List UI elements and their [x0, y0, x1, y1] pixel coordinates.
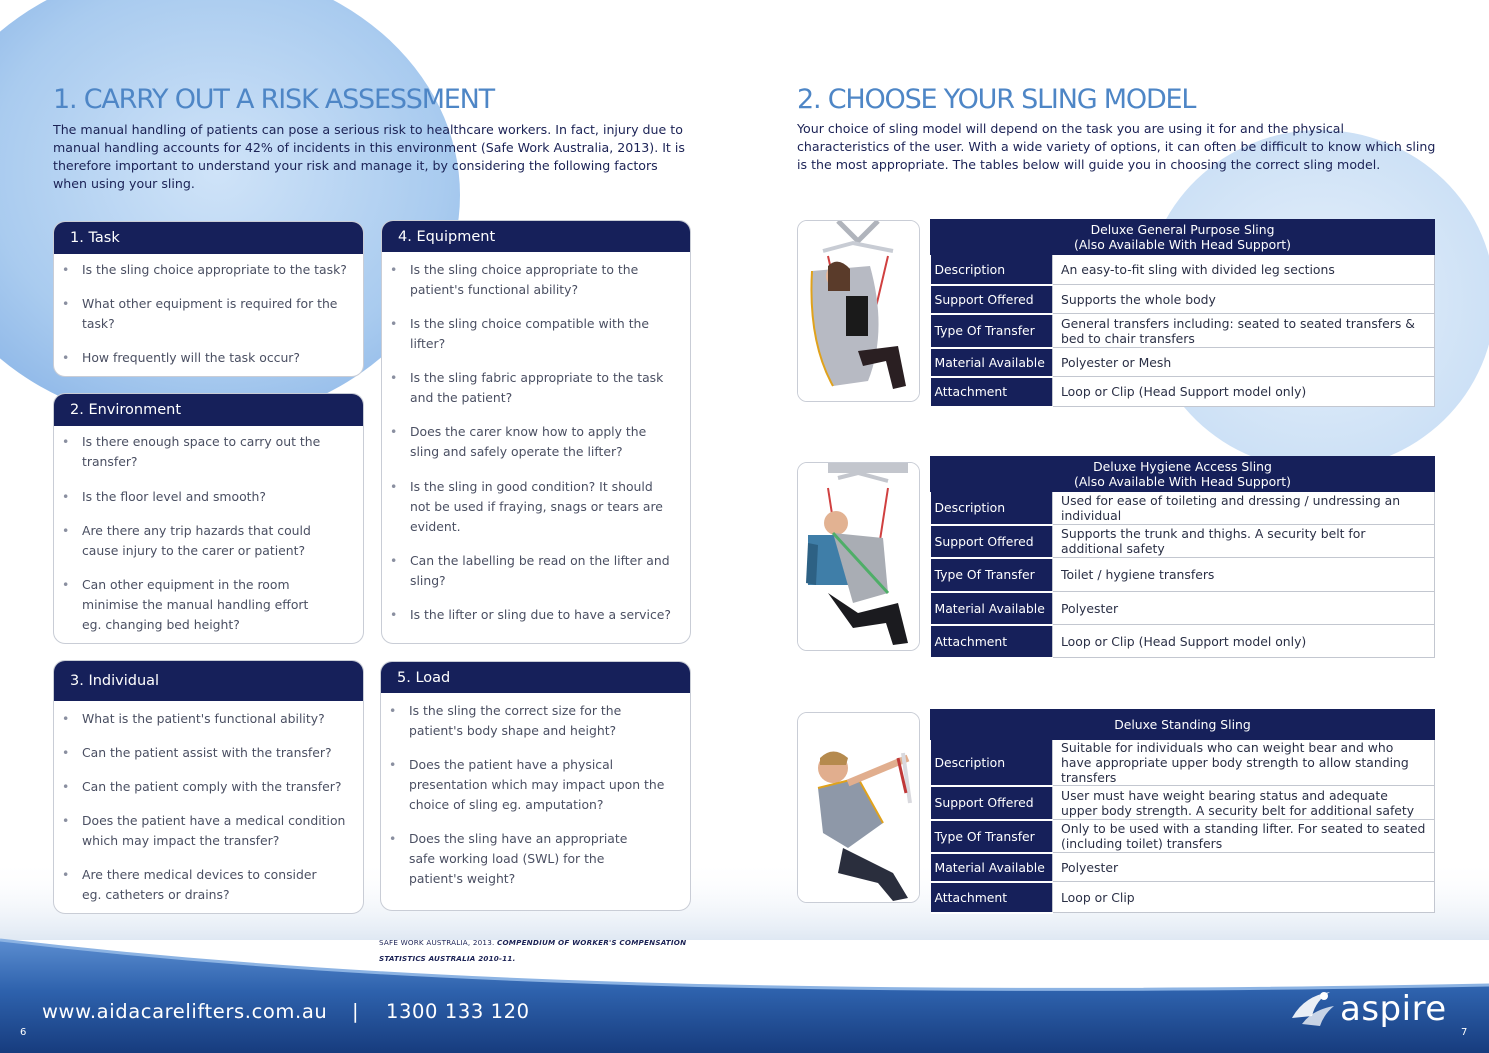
sling-photo-hygiene-access	[797, 462, 920, 651]
card-environment	[53, 393, 364, 644]
card-task-title: 1. Task	[54, 222, 363, 254]
website-link[interactable]: www.aidacarelifters.com.au	[42, 1000, 328, 1023]
list-item: • Can the patient comply with the transfer?	[82, 777, 351, 797]
row-value: Used for ease of toileting and dressing / undressing an individual	[1053, 492, 1435, 525]
row-label: Attachment	[931, 625, 1053, 658]
footnote-source: SAFE WORK AUSTRALIA, 2013.	[379, 938, 495, 947]
sling-table-standing	[930, 709, 1435, 914]
card-environment-title: 2. Environment	[54, 394, 363, 426]
footer-separator: |	[352, 1000, 360, 1023]
sling-name: Deluxe Hygiene Access Sling	[1093, 459, 1272, 474]
list-item: • Is the sling fabric appropriate to the task and the patient?	[410, 368, 672, 408]
table-header-row	[931, 710, 1435, 740]
table-row	[931, 525, 1435, 558]
table-row	[931, 255, 1435, 285]
row-label: Type Of Transfer	[931, 314, 1053, 348]
table-row	[931, 882, 1435, 913]
table-row	[931, 853, 1435, 882]
risk-assessment-intro: The manual handling of patients can pose a serious risk to healthcare workers. In fact, injury due to manual handling accounts for 42% of incidents in this environment (Safe Work Australia, 2013). It is therefore important to understand your risk and manage it, by considering the following factors when using your sling.	[53, 122, 685, 191]
row-value: Loop or Clip	[1053, 882, 1435, 913]
table-header-row	[931, 457, 1435, 492]
sling-photo-standing	[797, 712, 920, 903]
row-label: Attachment	[931, 882, 1053, 913]
table-row	[931, 348, 1435, 377]
list-item: • Is the sling choice appropriate to the patient's functional ability?	[410, 260, 672, 300]
table-row	[931, 558, 1435, 592]
row-label: Support Offered	[931, 786, 1053, 820]
card-equipment-title: 4. Equipment	[382, 221, 690, 252]
card-equipment-list	[382, 252, 690, 625]
list-item: • Is the sling the correct size for the patient's body shape and height?	[409, 701, 676, 741]
row-value: Polyester or Mesh	[1053, 348, 1435, 377]
list-item: • Does the patient have a medical condition which may impact the transfer?	[82, 811, 351, 851]
row-value: Supports the trunk and thighs. A security belt for additional safety	[1053, 525, 1435, 558]
row-value: Only to be used with a standing lifter. For seated to seated (including toilet) transfers	[1053, 820, 1435, 853]
row-value: An easy-to-fit sling with divided leg sections	[1053, 255, 1435, 285]
list-item: • Is the sling in good condition? It should not be used if fraying, snags or tears are evident.	[410, 477, 672, 537]
list-item: • Is there enough space to carry out the transfer?	[82, 432, 351, 472]
row-value: Suitable for individuals who can weight bear and who have appropriate upper body strength to allow standing transfers	[1053, 740, 1435, 786]
card-individual-list	[54, 701, 363, 905]
row-label: Attachment	[931, 377, 1053, 407]
row-value: Loop or Clip (Head Support model only)	[1053, 377, 1435, 407]
table-header-row	[931, 220, 1435, 255]
row-label: Material Available	[931, 348, 1053, 377]
row-value: Polyester	[1053, 853, 1435, 882]
card-load-list	[381, 693, 690, 889]
row-label: Description	[931, 255, 1053, 285]
table-row	[931, 314, 1435, 348]
risk-assessment-title: 1. CARRY OUT A RISK ASSESSMENT	[53, 84, 494, 115]
row-label: Support Offered	[931, 285, 1053, 314]
table-row	[931, 377, 1435, 407]
sling-photo-general-purpose	[797, 220, 920, 402]
footnote	[379, 935, 699, 967]
list-item: • Are there medical devices to consider eg. catheters or drains?	[82, 865, 351, 905]
sling-name: Deluxe General Purpose Sling	[1090, 222, 1275, 237]
card-individual-title: 3. Individual	[54, 661, 363, 701]
row-value: Toilet / hygiene transfers	[1053, 558, 1435, 592]
sling-table-hygiene-access	[930, 456, 1435, 659]
table-row	[931, 820, 1435, 853]
table-header	[931, 710, 1435, 740]
sling-table-general-purpose	[930, 219, 1435, 408]
row-label: Support Offered	[931, 525, 1053, 558]
row-label: Description	[931, 740, 1053, 786]
row-value: Polyester	[1053, 592, 1435, 625]
card-task-list	[54, 254, 363, 368]
row-value: Loop or Clip (Head Support model only)	[1053, 625, 1435, 658]
list-item: • What other equipment is required for the task?	[82, 294, 351, 334]
list-item: • Does the sling have an appropriate safe working load (SWL) for the patient's weight?	[409, 829, 676, 889]
list-item: • Is the sling choice compatible with the lifter?	[410, 314, 672, 354]
page-number-left: 6	[20, 1027, 27, 1038]
card-equipment	[381, 220, 691, 644]
aspire-logo-text: aspire	[1340, 989, 1447, 1029]
table-row	[931, 592, 1435, 625]
sling-subtitle: (Also Available With Head Support)	[1074, 474, 1291, 489]
list-item: • Does the carer know how to apply the sling and safely operate the lifter?	[410, 422, 672, 462]
list-item: • Is the floor level and smooth?	[82, 487, 351, 507]
row-label: Description	[931, 492, 1053, 525]
card-task	[53, 221, 364, 377]
list-item: • Does the patient have a physical presentation which may impact upon the choice of sling eg. amputation?	[409, 755, 676, 815]
row-label: Type Of Transfer	[931, 820, 1053, 853]
aspire-logo-icon	[1290, 988, 1336, 1030]
sling-model-title: 2. CHOOSE YOUR SLING MODEL	[797, 84, 1196, 115]
patient-in-general-sling-image	[798, 221, 920, 402]
page-number-right: 7	[1461, 1027, 1468, 1038]
card-load	[380, 661, 691, 911]
list-item: • Is the lifter or sling due to have a service?	[410, 605, 672, 625]
row-label: Material Available	[931, 853, 1053, 882]
phone-number[interactable]: 1300 133 120	[386, 1000, 530, 1023]
table-row	[931, 740, 1435, 786]
list-item: • What is the patient's functional ability?	[82, 709, 351, 729]
aspire-logo	[1290, 988, 1447, 1030]
list-item: • Are there any trip hazards that could cause injury to the carer or patient?	[82, 521, 351, 561]
row-value: User must have weight bearing status and adequate upper body strength. A security belt for additional safety	[1053, 786, 1435, 820]
sling-model-intro: Your choice of sling model will depend on the task you are using it for and the physical characteristics of the user. With a wide variety of options, it can often be difficult to know which sling is the most appropriate. The tables below will guide you in choosing the correct sling model.	[797, 121, 1436, 172]
card-environment-list	[54, 426, 363, 635]
table-header	[931, 457, 1435, 492]
patient-in-hygiene-sling-image	[798, 463, 920, 651]
table-row	[931, 492, 1435, 525]
sling-subtitle: (Also Available With Head Support)	[1074, 237, 1291, 252]
table-row	[931, 786, 1435, 820]
table-row	[931, 285, 1435, 314]
table-header	[931, 220, 1435, 255]
card-load-title: 5. Load	[381, 662, 690, 693]
row-value: General transfers including: seated to seated transfers & bed to chair transfers	[1053, 314, 1435, 348]
row-label: Type Of Transfer	[931, 558, 1053, 592]
row-value: Supports the whole body	[1053, 285, 1435, 314]
list-item: • Can other equipment in the room minimise the manual handling effort eg. changing bed height?	[82, 575, 351, 635]
footnote-publication: COMPENDIUM OF WORKER'S COMPENSATION STATISTICS AUSTRALIA 2010-11.	[379, 938, 687, 963]
sling-name: Deluxe Standing Sling	[1114, 717, 1251, 732]
list-item: • Can the labelling be read on the lifter and sling?	[410, 551, 672, 591]
list-item: • Is the sling choice appropriate to the task?	[82, 260, 351, 280]
row-label: Material Available	[931, 592, 1053, 625]
card-individual	[53, 660, 364, 914]
patient-in-standing-sling-image	[798, 713, 920, 903]
list-item: • How frequently will the task occur?	[82, 348, 351, 368]
table-row	[931, 625, 1435, 658]
list-item: • Can the patient assist with the transfer?	[82, 743, 351, 763]
